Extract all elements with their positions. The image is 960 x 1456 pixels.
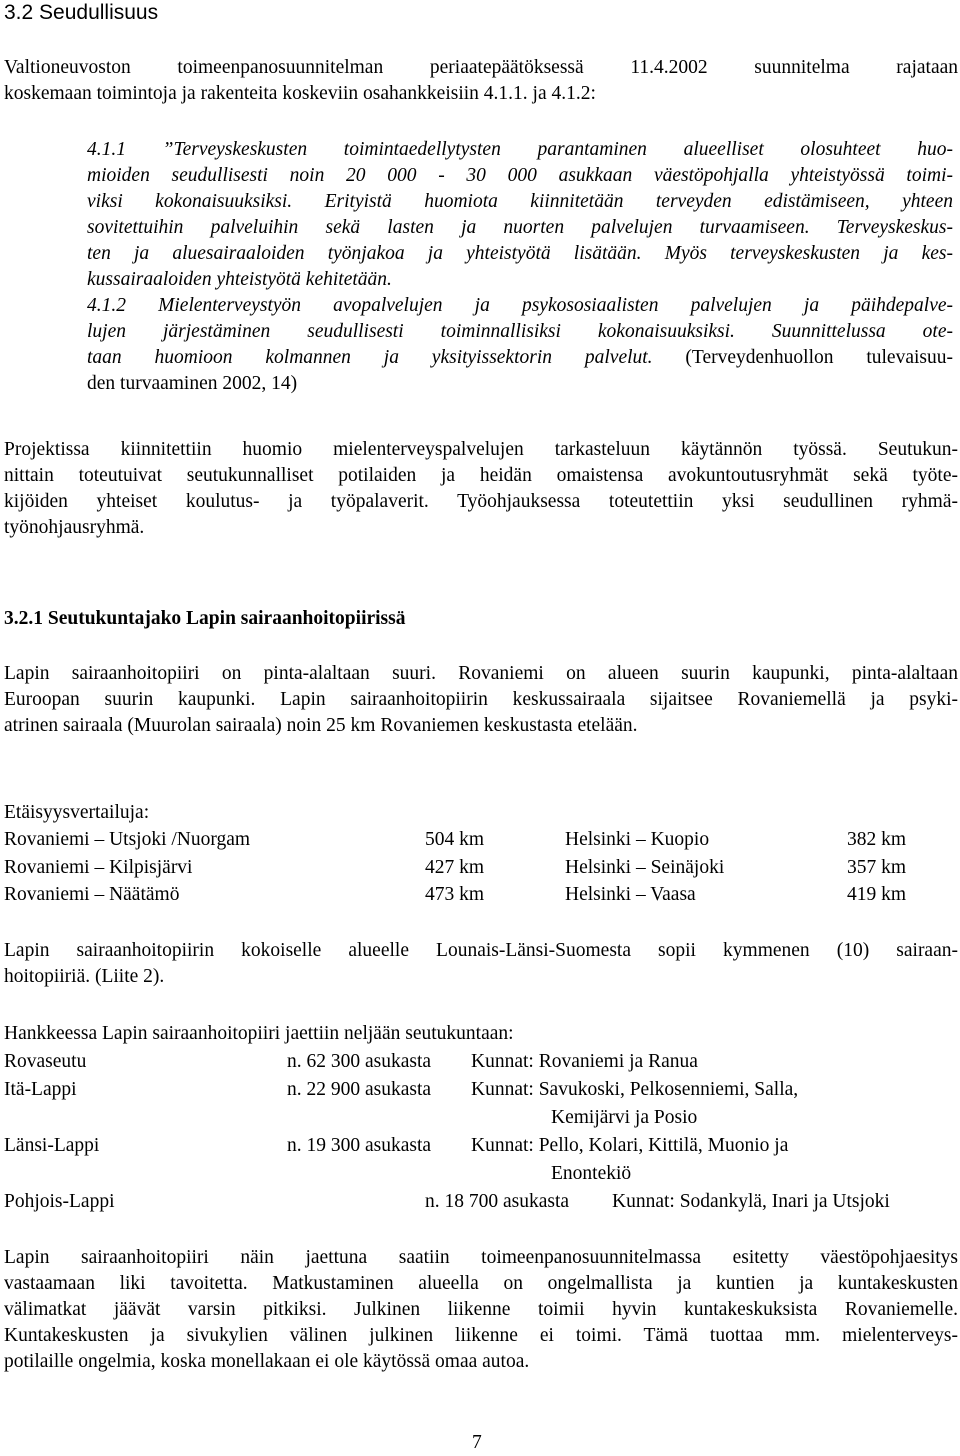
text-line: mioiden seudullisesti noin 20 000 - 30 000 asukkaan väestöpohjalla yhteistyössä toimi- xyxy=(87,165,953,186)
region-municipalities: Kunnat: Rovaniemi ja Ranua xyxy=(471,1051,698,1072)
text-line: vastaamaan liki tavoitetta. Matkustaminen alueella on ongelmallista ja kuntien ja kuntakeskusten xyxy=(4,1273,958,1294)
text-line: lujen järjestäminen seudullisesti toiminnallisiksi kokonaisuuksiksi. Suunnittelussa ote- xyxy=(87,321,953,342)
text-line: 4.1.2 Mielenterveystyön avopalvelujen ja psykososiaalisten palvelujen ja päihdepalve- xyxy=(87,295,953,316)
text-line: sovitettuihin palveluihin sekä lasten ja nuorten palvelujen turvaamiseen. Terveyskeskus- xyxy=(87,217,953,238)
region-municipalities: Kunnat: Sodankylä, Inari ja Utsjoki xyxy=(612,1191,890,1212)
text-line: atrinen sairaala (Muurolan sairaala) noin 25 km Rovaniemen keskustasta etelään. xyxy=(4,715,638,736)
region-population: n. 18 700 asukasta xyxy=(425,1191,570,1212)
text-line: viksi kokonaisuuksiksi. Erityistä huomiota kiinnitetään terveyden edistämiseen, yhteen xyxy=(87,191,953,212)
text-line: Euroopan suurin kaupunki. Lapin sairaanhoitopiirin keskussairaala sijaitsee Rovaniemellä ja psyki- xyxy=(4,689,958,710)
region-name: Itä-Lappi xyxy=(4,1079,77,1100)
region-population: n. 22 900 asukasta xyxy=(287,1079,432,1100)
distance-km: 382 km xyxy=(847,829,907,850)
distance-km: 504 km xyxy=(425,829,485,850)
intro-paragraph xyxy=(4,55,958,107)
comparison-paragraph xyxy=(4,938,958,990)
text-line: nittain toteutuivat seutukunnalliset potilaiden ja heidän omaistensa avokuntoutusryhmät sekä työte- xyxy=(4,465,958,486)
region-population: n. 19 300 asukasta xyxy=(287,1135,432,1156)
text-line: työnohjausryhmä. xyxy=(4,517,145,538)
text-line: Lapin sairaanhoitopiiri näin jaettuna saatiin toimeenpanosuunnitelmassa esitetty väestöpohjaesitys xyxy=(4,1247,958,1268)
region-population: n. 62 300 asukasta xyxy=(287,1051,432,1072)
text-line: Valtioneuvoston toimeenpanosuunnitelman periaatepäätöksessä 11.4.2002 suunnitelma rajataan xyxy=(4,57,958,78)
citation-end: den turvaaminen 2002, 14) xyxy=(87,373,298,394)
distance-route: Helsinki – Seinäjoki xyxy=(565,857,725,878)
subsection-title: 3.2.1 Seutukuntajako Lapin sairaanhoitopiirissä xyxy=(4,608,406,629)
distance-km: 427 km xyxy=(425,857,485,878)
distances-heading: Etäisyysvertailuja: xyxy=(4,802,150,823)
text-line: potilaille ongelmia, koska monellakaan ei ole käytössä omaa autoa. xyxy=(4,1351,530,1372)
quotation xyxy=(87,137,953,397)
distance-km: 357 km xyxy=(847,857,907,878)
text-line: hoitopiiriä. (Liite 2). xyxy=(4,966,165,987)
distance-route: Helsinki – Kuopio xyxy=(565,829,710,850)
region-name: Länsi-Lappi xyxy=(4,1135,100,1156)
text-line: ten ja aluesairaaloiden työnjakoa ja yhteistyötä lisätään. Myös terveyskeskusten ja kes- xyxy=(87,243,953,264)
page-number: 7 xyxy=(472,1432,482,1453)
text-line xyxy=(87,345,953,371)
region-name: Rovaseutu xyxy=(4,1051,87,1072)
text-line: koskemaan toimintoja ja rakenteita koskeviin osahankkeisiin 4.1.1. ja 4.1.2: xyxy=(4,83,596,104)
quote-italic-end: taan huomioon kolmannen ja yksityissektorin palvelut. xyxy=(87,347,653,368)
text-line: kijöiden yhteiset koulutus- ja työpalaverit. Työohjauksessa toteutettiin yksi seudullinen ryhmä- xyxy=(4,491,958,512)
text-line: välimatkat jäävät varsin pitkiksi. Julkinen liikenne toimii hyvin kuntakeskuksista Rovaniemelle. xyxy=(4,1299,958,1320)
region-municipalities-cont: Kemijärvi ja Posio xyxy=(551,1107,698,1128)
text-line: Kuntakeskusten ja sivukylien välinen julkinen liikenne ei toimi. Tämä tuottaa mm. mielenterveys- xyxy=(4,1325,958,1346)
text-line: Lapin sairaanhoitopiirin kokoiselle alueelle Lounais-Länsi-Suomesta sopii kymmenen (10) sairaan- xyxy=(4,940,958,961)
distance-route: Helsinki – Vaasa xyxy=(565,884,696,905)
text-line: Lapin sairaanhoitopiiri on pinta-alaltaan suuri. Rovaniemi on alueen suurin kaupunki, pinta-alaltaan xyxy=(4,663,958,684)
region-municipalities-cont: Enontekiö xyxy=(551,1163,632,1184)
lapland-paragraph xyxy=(4,661,958,739)
citation-start: (Terveydenhuollon tulevaisuu- xyxy=(652,347,953,368)
text-line: 4.1.1 ”Terveyskeskusten toimintaedellytysten parantaminen alueelliset olosuhteet huo- xyxy=(87,139,953,160)
travel-paragraph xyxy=(4,1245,958,1375)
section-title: 3.2 Seudullisuus xyxy=(4,1,159,24)
text-line: kussairaaloiden yhteistyötä kehitetään. xyxy=(87,269,392,290)
distance-km: 419 km xyxy=(847,884,907,905)
text-line: Projektissa kiinnitettiin huomio mielenterveyspalvelujen tarkasteluun käytännön työssä. Seutukun- xyxy=(4,439,958,460)
distance-route: Rovaniemi – Näätämö xyxy=(4,884,180,905)
distance-route: Rovaniemi – Utsjoki /Nuorgam xyxy=(4,829,251,850)
region-name: Pohjois-Lappi xyxy=(4,1191,115,1212)
distance-route: Rovaniemi – Kilpisjärvi xyxy=(4,857,193,878)
regions-heading: Hankkeessa Lapin sairaanhoitopiiri jaettiin neljään seutukuntaan: xyxy=(4,1023,514,1044)
distance-km: 473 km xyxy=(425,884,485,905)
project-paragraph xyxy=(4,437,958,541)
region-municipalities: Kunnat: Pello, Kolari, Kittilä, Muonio ja xyxy=(471,1135,789,1156)
region-municipalities: Kunnat: Savukoski, Pelkosenniemi, Salla, xyxy=(471,1079,799,1100)
